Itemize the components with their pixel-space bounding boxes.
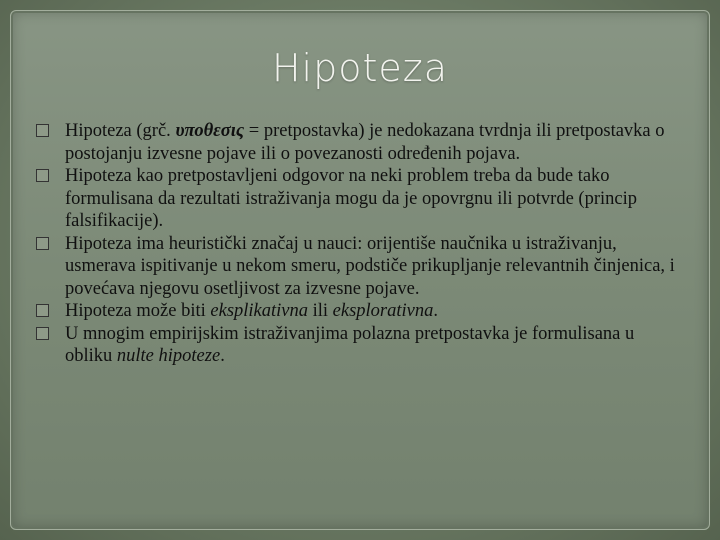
- bullet-text: .: [220, 346, 225, 366]
- bullet-item-null-hypothesis: [36, 323, 676, 368]
- bullet-item-falsification: [36, 165, 676, 233]
- bullet-box-icon: [36, 169, 49, 182]
- bullet-item-definition: [36, 120, 676, 165]
- bullet-text: Hipoteza kao pretpostavljeni odgovor na neki problem treba da bude tako formulisana da rezultati istraživanja mogu da je opovrgnu ili potvrde (princip falsifikacije).: [65, 166, 637, 231]
- emphasis-term: nulte hipoteze: [116, 346, 221, 366]
- bullet-box-icon: [36, 304, 49, 317]
- bullet-text: Hipoteza (grč.: [65, 121, 176, 141]
- bullet-text: .: [433, 301, 438, 321]
- bullet-text: Hipoteza ima heuristički značaj u nauci: orijentiše naučnika u istraživanju, usmerava ispitivanje u nekom smeru, podstiče prikupljanje relevantnih činjenica, i povećava njegovu osetljivost za izvesne pojave.: [65, 233, 675, 299]
- bullet-box-icon: [36, 237, 49, 250]
- bullet-item-heuristic: [36, 233, 676, 301]
- slide-title: Hipoteza: [271, 46, 448, 90]
- bullet-box-icon: [36, 124, 49, 137]
- bullet-text: = pretpostavka) je nedokazana tvrdnja ili pretpostavka o postojanju izvesne pojave ili o povezanosti određenih pojava.: [65, 121, 665, 164]
- bullet-item-types: [36, 300, 676, 323]
- bullet-text: Hipoteza može biti: [65, 301, 211, 321]
- bullet-list: [36, 120, 676, 368]
- greek-term: υποθεσις: [175, 121, 245, 141]
- bullet-text: U mnogim empirijskim istraživanjima polazna pretpostavka je formulisana u obliku: [65, 323, 635, 366]
- emphasis-term: eksplorativna: [332, 301, 434, 321]
- bullet-text: ili: [308, 301, 333, 321]
- emphasis-term: eksplikativna: [210, 301, 308, 321]
- bullet-box-icon: [36, 327, 49, 340]
